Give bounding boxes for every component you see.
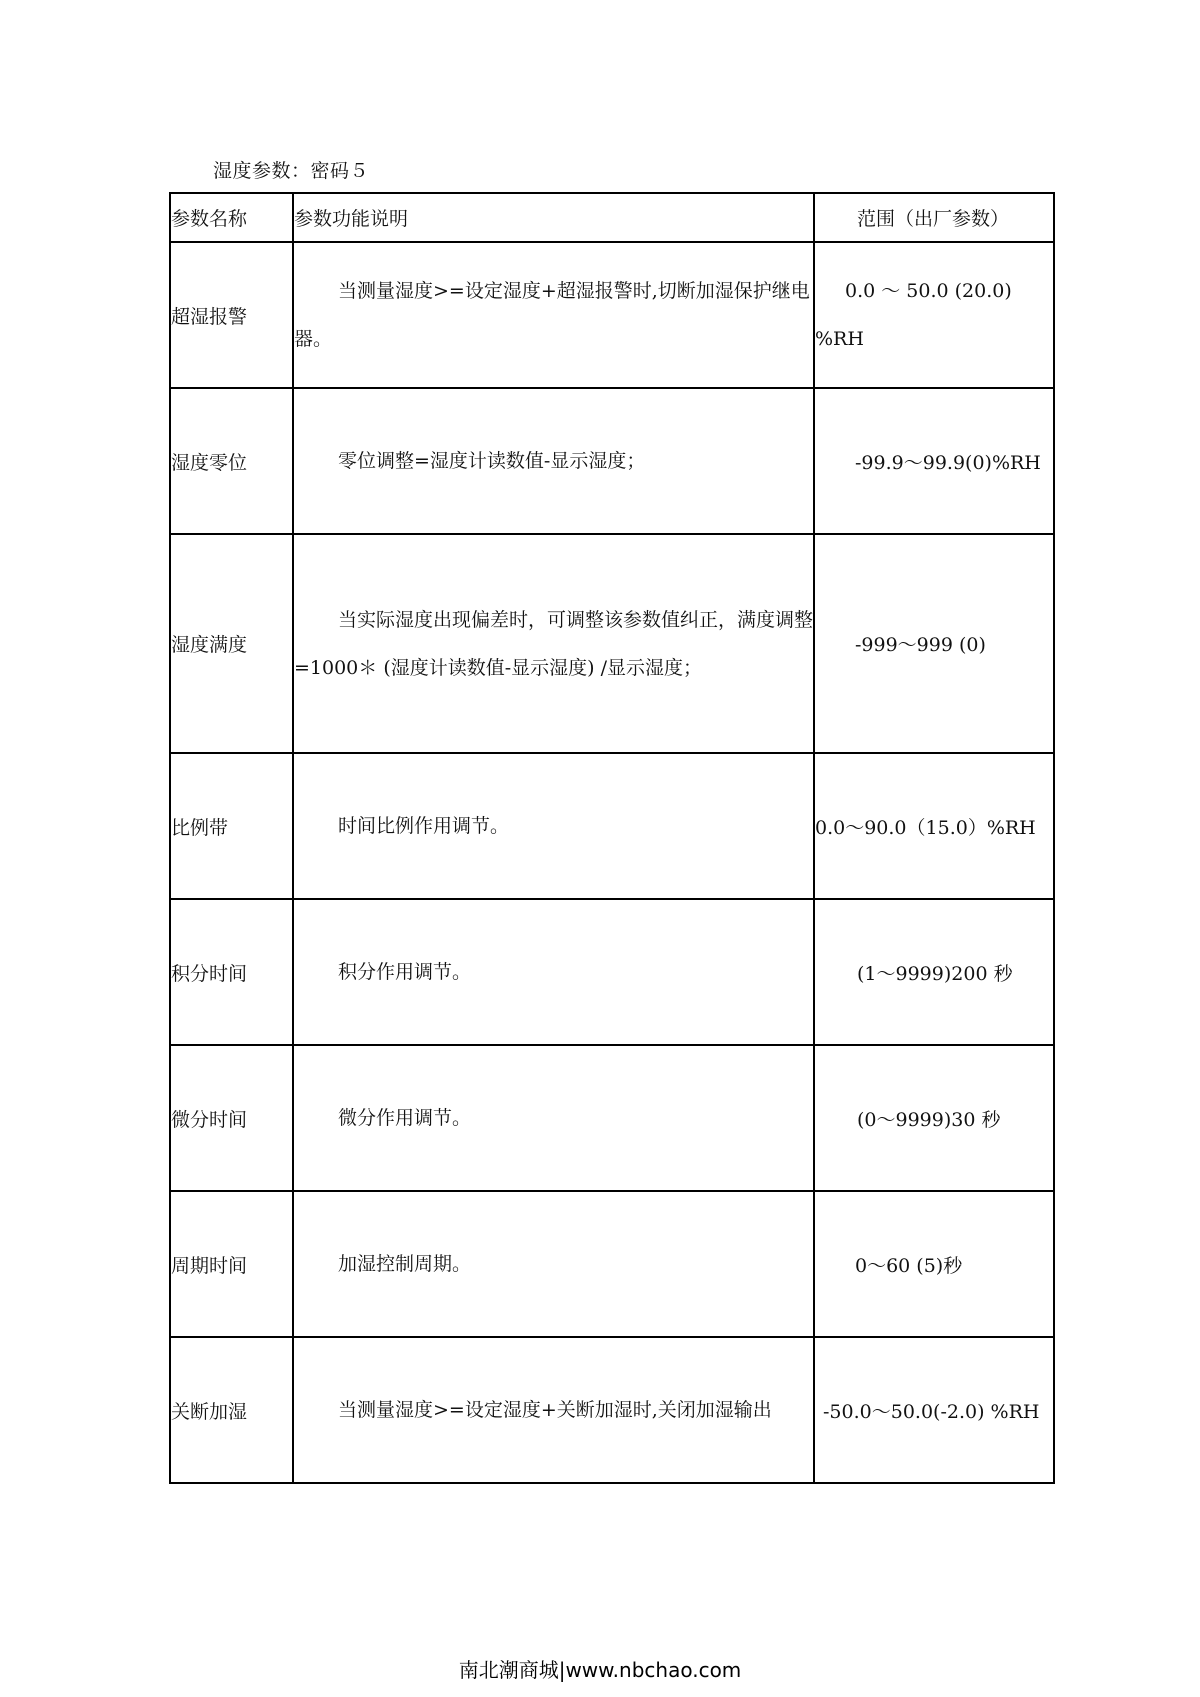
param-description: 零位调整=湿度计读数值-显示湿度； bbox=[293, 388, 814, 534]
table-row bbox=[170, 1337, 1054, 1483]
table-row bbox=[170, 534, 1054, 753]
param-description: 时间比例作用调节。 bbox=[293, 753, 814, 899]
param-description: 当测量湿度>=设定湿度+超湿报警时,切断加湿保护继电器。 bbox=[293, 242, 814, 388]
param-range: -50.0～50.0(-2.0) %RH bbox=[814, 1337, 1054, 1483]
param-range-line2: %RH bbox=[815, 328, 864, 350]
header-description: 参数功能说明 bbox=[293, 193, 814, 242]
header-range: 范围（出厂参数） bbox=[814, 193, 1054, 242]
table-row bbox=[170, 899, 1054, 1045]
table-header-row bbox=[170, 193, 1054, 242]
table-row bbox=[170, 1191, 1054, 1337]
param-range-line1: 0.0 ～ 50.0 (20.0) bbox=[845, 280, 1012, 302]
param-range: -999～999 (0) bbox=[814, 534, 1054, 753]
param-name: 湿度零位 bbox=[170, 388, 293, 534]
param-range: -99.9～99.9(0)%RH bbox=[814, 388, 1054, 534]
param-name: 周期时间 bbox=[170, 1191, 293, 1337]
table-row bbox=[170, 242, 1054, 388]
table-row bbox=[170, 753, 1054, 899]
param-name: 微分时间 bbox=[170, 1045, 293, 1191]
parameter-table bbox=[169, 192, 1055, 1484]
table-row bbox=[170, 388, 1054, 534]
param-range: (0～9999)30 秒 bbox=[814, 1045, 1054, 1191]
param-name: 湿度满度 bbox=[170, 534, 293, 753]
param-name: 比例带 bbox=[170, 753, 293, 899]
param-description: 当测量湿度>=设定湿度+关断加湿时,关闭加湿输出 bbox=[293, 1337, 814, 1483]
param-name: 积分时间 bbox=[170, 899, 293, 1045]
param-description: 当实际湿度出现偏差时，可调整该参数值纠正，满度调整=1000＊ (湿度计读数值-显示湿度) /显示湿度； bbox=[293, 534, 814, 753]
param-description: 加湿控制周期。 bbox=[293, 1191, 814, 1337]
param-range: (1～9999)200 秒 bbox=[814, 899, 1054, 1045]
header-name: 参数名称 bbox=[170, 193, 293, 242]
param-name: 关断加湿 bbox=[170, 1337, 293, 1483]
page-footer: 南北潮商城|www.nbchao.com bbox=[458, 1658, 742, 1682]
section-heading: 湿度参数：密码５ bbox=[213, 160, 370, 182]
param-range bbox=[814, 242, 1054, 388]
param-description: 积分作用调节。 bbox=[293, 899, 814, 1045]
param-range: 0～60 (5)秒 bbox=[814, 1191, 1054, 1337]
param-name: 超湿报警 bbox=[170, 242, 293, 388]
param-description: 微分作用调节。 bbox=[293, 1045, 814, 1191]
param-range: 0.0～90.0（15.0）%RH bbox=[814, 753, 1054, 899]
table-row bbox=[170, 1045, 1054, 1191]
